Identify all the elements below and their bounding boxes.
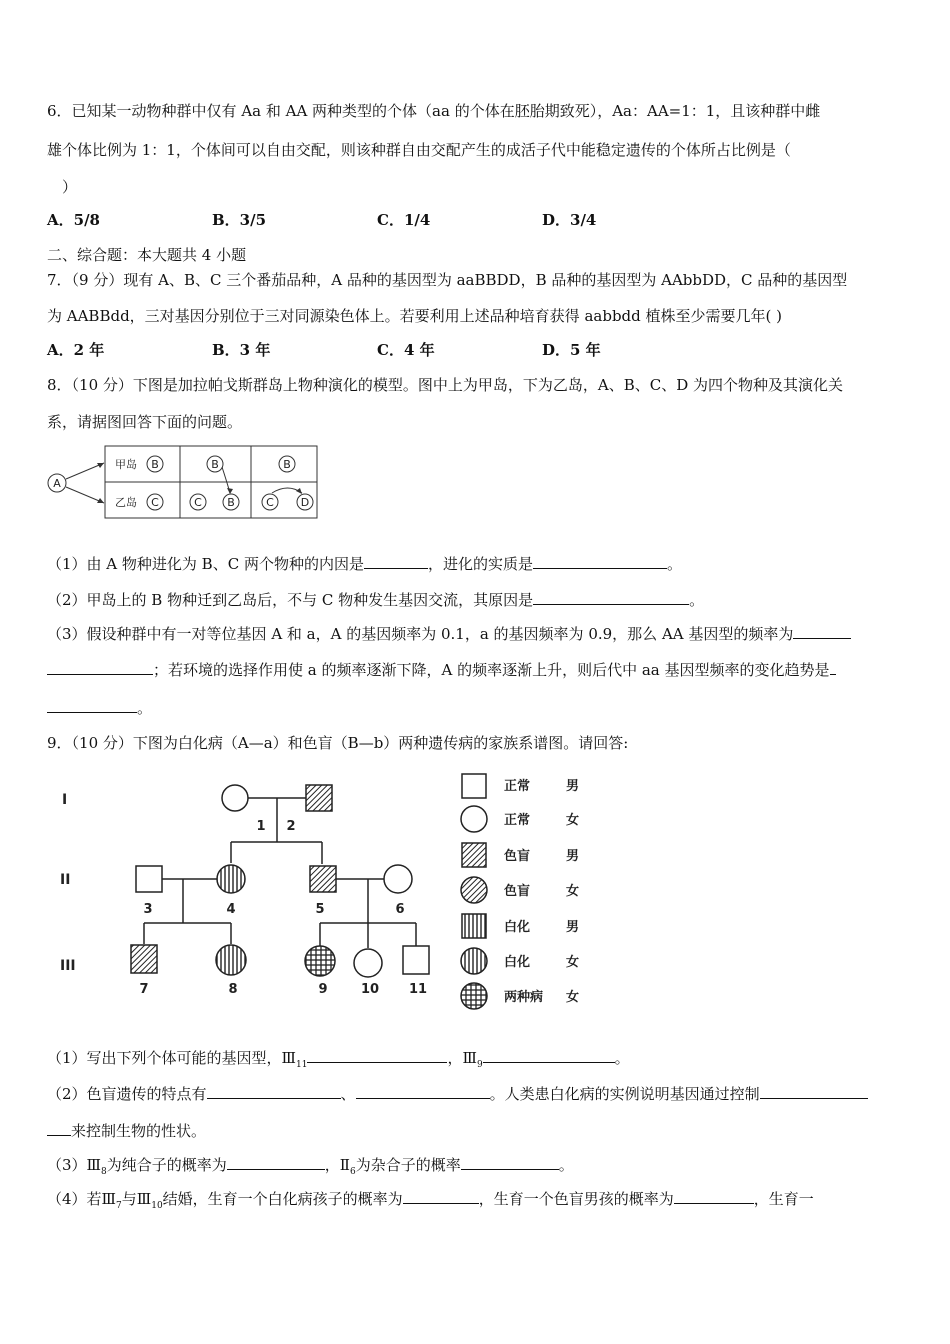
generation-3-label: III bbox=[60, 958, 76, 974]
q8-sub3-line2 bbox=[47, 660, 836, 680]
yi-b-label: B bbox=[227, 496, 235, 509]
person-I2 bbox=[306, 785, 332, 811]
legend-sex-4: 女 bbox=[566, 884, 580, 899]
q8-line2: 系，请据图回答下面的问题。 bbox=[47, 413, 243, 431]
legend-label-3: 色盲 bbox=[504, 849, 531, 864]
person-III7 bbox=[131, 945, 157, 973]
q9-sub2-line2-text: 来控制生物的性状。 bbox=[71, 1122, 207, 1140]
q9-sub3-mid2: ，Ⅱ bbox=[324, 1156, 350, 1174]
pedigree-chart bbox=[44, 768, 604, 1018]
q9-sub3-pre: （3）Ⅲ bbox=[47, 1156, 102, 1174]
q6-line2: 雄个体比例为 1：1，个体间可以自由交配，则该种群自由交配产生的成活子代中能稳定遗传的个体所占比例是（ bbox=[47, 141, 791, 159]
q9-sub2-sep: 、 bbox=[340, 1085, 356, 1103]
label-5: 5 bbox=[315, 902, 325, 917]
q9-sub3-end: 。 bbox=[558, 1156, 574, 1174]
person-III10 bbox=[354, 949, 382, 977]
person-II6 bbox=[384, 865, 412, 893]
q9-sub4-mid3: ，生育一个色盲男孩的概率为 bbox=[478, 1190, 674, 1208]
q9-sub3-s8: 8 bbox=[101, 1167, 107, 1177]
species-a-label: A bbox=[53, 477, 61, 490]
yi-d-label: D bbox=[300, 496, 310, 509]
jia-b3-label: B bbox=[283, 458, 291, 471]
legend-label-6: 白化 bbox=[504, 955, 531, 970]
q9-sub1-pre: （1）写出下列个体可能的基因型，Ⅲ bbox=[47, 1049, 297, 1067]
yi-c1-label: C bbox=[151, 496, 159, 509]
legend-label-4: 色盲 bbox=[504, 884, 531, 899]
q8-sub1-blank1[interactable] bbox=[364, 554, 428, 569]
q9-sub3-mid3: 为杂合子的概率 bbox=[355, 1156, 461, 1174]
q8-sub3-blank2b[interactable] bbox=[47, 698, 137, 713]
q7-line2: 为 AABBdd，三对基因分别位于三对同源染色体上。若要利用上述品种培育获得 aabbdd 植株至少需要几年( ) bbox=[47, 307, 782, 325]
evolution-diagram bbox=[44, 443, 324, 523]
legend-albino-male-symbol bbox=[462, 914, 486, 938]
legend-colorblind-male-symbol bbox=[462, 843, 486, 867]
person-II4 bbox=[217, 865, 245, 893]
q8-sub2-blank[interactable] bbox=[533, 590, 689, 605]
label-2: 2 bbox=[286, 819, 296, 834]
q9-sub1-s11: 11 bbox=[296, 1060, 308, 1070]
legend-normal-male-symbol bbox=[462, 774, 486, 798]
q9-sub4-blank2[interactable] bbox=[674, 1189, 754, 1204]
legend-label-2: 正常 bbox=[504, 813, 531, 828]
jia-b2-label: B bbox=[211, 458, 219, 471]
q8-sub3-line1 bbox=[47, 624, 851, 644]
legend-sex-1: 男 bbox=[566, 779, 580, 794]
q9-sub3-s6: 6 bbox=[349, 1167, 356, 1177]
q6-option-d: D．3/4 bbox=[542, 211, 597, 229]
person-III9 bbox=[305, 946, 335, 976]
legend-label-5: 白化 bbox=[504, 920, 531, 935]
person-I1 bbox=[222, 785, 248, 811]
q9-sub4-end: ，生育一 bbox=[753, 1190, 814, 1208]
q9-sub4-s10: 10 bbox=[151, 1201, 163, 1211]
q7-line1: 7．（9 分）现有 A、B、C 三个番茄品种，A 品种的基因型为 aaBBDD，B 品种的基因型为 AAbbDD，C 品种的基因型 bbox=[47, 271, 848, 289]
q9-sub2 bbox=[47, 1084, 868, 1104]
q9-sub4-mid2: 结婚，生育一个白化病孩子的概率为 bbox=[162, 1190, 403, 1208]
legend-label-7: 两种病 bbox=[504, 990, 544, 1005]
q6-option-a: A．5/8 bbox=[47, 211, 100, 229]
q6-option-c: C．1/4 bbox=[377, 211, 431, 229]
q9-sub1-s9: 9 bbox=[476, 1060, 483, 1070]
legend-sex-6: 女 bbox=[566, 955, 580, 970]
q7-option-b: B．3 年 bbox=[212, 341, 271, 359]
q9-sub4-mid1: 与Ⅲ bbox=[121, 1190, 152, 1208]
q9-sub2-blank2[interactable] bbox=[356, 1084, 490, 1099]
label-3: 3 bbox=[143, 902, 153, 917]
q8-sub1-mid: ，进化的实质是 bbox=[427, 555, 533, 573]
q8-sub3-blank1a[interactable] bbox=[793, 624, 851, 639]
legend-label-1: 正常 bbox=[504, 779, 531, 794]
q9-sub1-blank1[interactable] bbox=[307, 1048, 447, 1063]
label-7: 7 bbox=[139, 982, 149, 997]
q9-sub2-line2 bbox=[47, 1121, 206, 1141]
legend-sex-7: 女 bbox=[566, 990, 580, 1005]
q9-sub3-blank1[interactable] bbox=[227, 1155, 325, 1170]
q9-sub3-blank2[interactable] bbox=[461, 1155, 559, 1170]
yi-c2-label: C bbox=[194, 496, 202, 509]
q8-sub1-pre: （1）由 A 物种进化为 B、C 两个物种的内因是 bbox=[47, 555, 364, 573]
label-11: 11 bbox=[408, 982, 428, 997]
q9-sub2-blank1[interactable] bbox=[207, 1084, 341, 1099]
q6-line3: ） bbox=[62, 178, 78, 196]
legend-albino-female-symbol bbox=[461, 948, 487, 974]
jia-b1-label: B bbox=[151, 458, 159, 471]
q9-sub1-blank2[interactable] bbox=[483, 1048, 615, 1063]
q9-sub2-blank3a[interactable] bbox=[760, 1084, 868, 1099]
q8-sub3-line2-text: ；若环境的选择作用使 a 的频率逐渐下降，A 的频率逐渐上升，则后代中 aa 基因型频率的变化趋势是 bbox=[153, 661, 830, 679]
q8-sub1-blank2[interactable] bbox=[533, 554, 667, 569]
q8-sub3-blank1b[interactable] bbox=[47, 660, 153, 675]
q8-sub1-end: 。 bbox=[666, 555, 682, 573]
q8-sub3-line3-end: 。 bbox=[137, 699, 153, 717]
q9-sub2-pre: （2）色盲遗传的特点有 bbox=[47, 1085, 207, 1103]
q9-sub4-pre: （4）若Ⅲ bbox=[47, 1190, 117, 1208]
island-jia-label: 甲岛 bbox=[115, 458, 137, 471]
legend-both-female-symbol bbox=[461, 983, 487, 1009]
legend-sex-5: 男 bbox=[566, 920, 580, 935]
q8-sub1 bbox=[47, 554, 682, 574]
q9-sub1-end: 。 bbox=[614, 1049, 630, 1067]
q8-sub2-pre: （2）甲岛上的 B 物种迁到乙岛后，不与 C 物种发生基因交流，其原因是 bbox=[47, 591, 534, 609]
legend-sex-3: 男 bbox=[566, 849, 580, 864]
label-4: 4 bbox=[226, 902, 236, 917]
q8-sub2-end: 。 bbox=[689, 591, 705, 609]
person-II5 bbox=[310, 866, 336, 892]
q9-sub3-mid1: 为纯合子的概率为 bbox=[106, 1156, 227, 1174]
q9-sub4-blank1[interactable] bbox=[403, 1189, 479, 1204]
q8-sub3-line1-text: （3）假设种群中有一对等位基因 A 和 a，A 的基因频率为 0.1，a 的基因频率为 0.9，那么 AA 基因型的频率为 bbox=[47, 625, 794, 643]
q8-line1: 8．（10 分）下图是加拉帕戈斯群岛上物种演化的模型。图中上为甲岛，下为乙岛，A、B、C、D 为四个物种及其演化关 bbox=[47, 376, 844, 394]
section-title: 二、综合题：本大题共 4 小题 bbox=[47, 246, 247, 264]
q7-option-d: D．5 年 bbox=[542, 341, 601, 359]
q8-sub3-line3 bbox=[47, 698, 152, 718]
q9-sub2-blank3b[interactable] bbox=[47, 1121, 71, 1136]
q9-sub4-s7: 7 bbox=[116, 1201, 122, 1211]
yi-c3-label: C bbox=[266, 496, 274, 509]
label-10: 10 bbox=[360, 982, 380, 997]
q9-sub4 bbox=[47, 1189, 814, 1216]
q8-sub2 bbox=[47, 590, 704, 610]
legend-sex-2: 女 bbox=[566, 813, 580, 828]
q9-sub3 bbox=[47, 1155, 574, 1182]
label-8: 8 bbox=[228, 982, 238, 997]
q9-sub1 bbox=[47, 1048, 630, 1075]
pedigree-legend bbox=[461, 774, 487, 1009]
legend-normal-female-symbol bbox=[461, 806, 487, 832]
island-yi-label: 乙岛 bbox=[115, 496, 137, 509]
generation-1-label: I bbox=[62, 792, 68, 808]
q9-sub2-mid: 。人类患白化病的实例说明基因通过控制 bbox=[489, 1085, 760, 1103]
legend-colorblind-female-symbol bbox=[461, 877, 487, 903]
generation-2-label: II bbox=[60, 872, 71, 888]
q9-line1: 9．（10 分）下图为白化病（A—a）和色盲（B—b）两种遗传病的家族系谱图。请回答: bbox=[47, 734, 629, 752]
q9-sub1-mid: ，Ⅲ bbox=[447, 1049, 477, 1067]
person-II3 bbox=[136, 866, 162, 892]
person-III11 bbox=[403, 946, 429, 974]
label-9: 9 bbox=[318, 982, 328, 997]
q8-sub3-blank2a[interactable] bbox=[830, 660, 836, 675]
label-6: 6 bbox=[395, 902, 405, 917]
label-1: 1 bbox=[256, 819, 266, 834]
q7-option-c: C．4 年 bbox=[377, 341, 435, 359]
person-III8 bbox=[216, 945, 246, 975]
q6-line1: 6．已知某一动物种群中仅有 Aa 和 AA 两种类型的个体（aa 的个体在胚胎期致死），Aa：AA=1：1，且该种群中雌 bbox=[47, 102, 821, 120]
q6-option-b: B．3/5 bbox=[212, 211, 267, 229]
q7-option-a: A．2 年 bbox=[47, 341, 105, 359]
